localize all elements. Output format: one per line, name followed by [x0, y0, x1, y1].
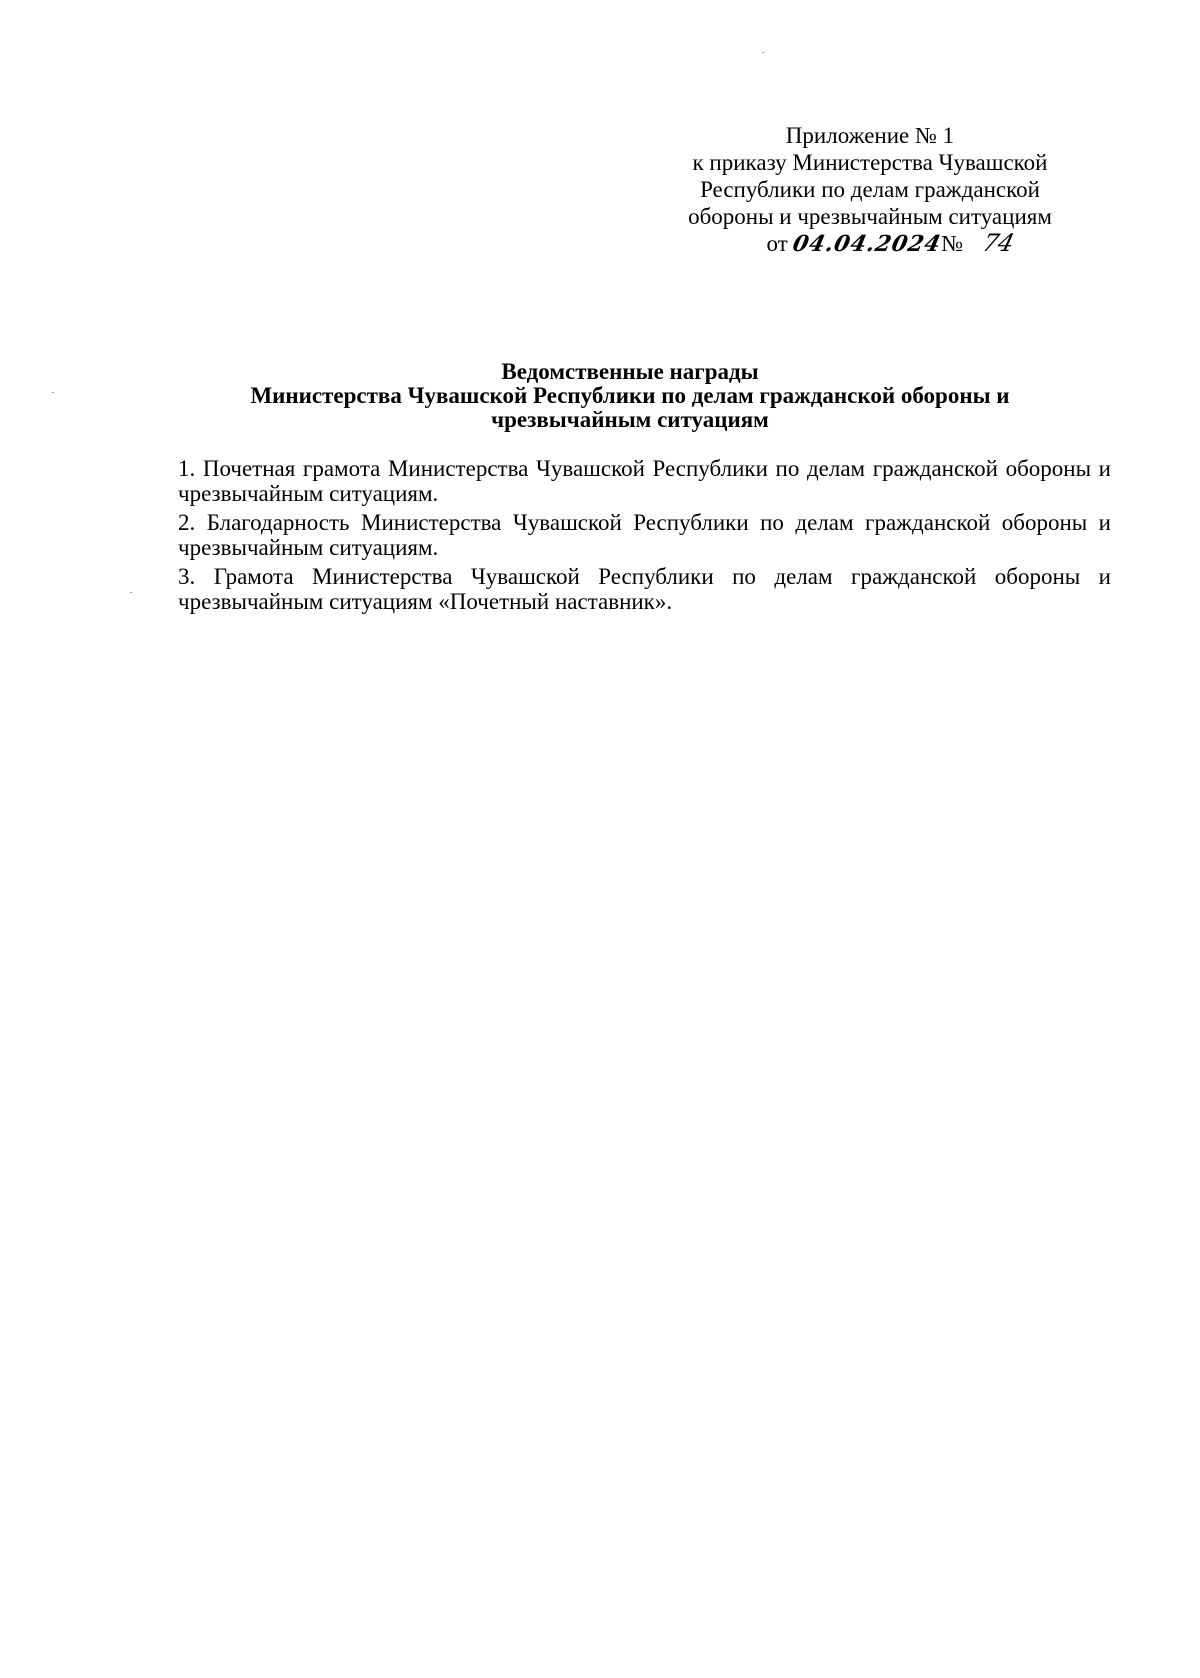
- scan-speck: [130, 592, 132, 593]
- date-prefix: от: [766, 231, 788, 256]
- appendix-header: [650, 122, 1090, 258]
- title-line: чрезвычайным ситуациям: [491, 407, 769, 432]
- list-item: 2. Благодарность Министерства Чувашской Республики по делам гражданской обороны и чрезвычайным ситуациям.: [178, 510, 1111, 560]
- title-line: Министерства Чувашской Республики по делам гражданской обороны и: [250, 383, 1010, 408]
- number-sign: №: [941, 231, 964, 256]
- document-title: [150, 360, 1110, 432]
- list-item: 1. Почетная грамота Министерства Чувашской Республики по делам гражданской обороны и чрезвычайным ситуациям.: [178, 456, 1111, 506]
- appendix-line: обороны и чрезвычайным ситуациям: [688, 204, 1052, 229]
- appendix-line: Приложение № 1: [785, 123, 955, 148]
- handwritten-order-number: 74: [979, 229, 1018, 257]
- awards-list: [178, 456, 1111, 618]
- list-item: 3. Грамота Министерства Чувашской Республики по делам гражданской обороны и чрезвычайным ситуациям «Почетный наставник».: [178, 564, 1111, 614]
- handwritten-date: 04.04.2024: [790, 231, 945, 257]
- title-line: Ведомственные награды: [501, 359, 759, 384]
- scan-speck: [762, 52, 764, 53]
- appendix-line: Республики по делам гражданской: [700, 177, 1040, 202]
- order-date-number-line: [650, 230, 1090, 258]
- appendix-line: к приказу Министерства Чувашской: [692, 150, 1048, 175]
- scan-speck: [52, 392, 54, 393]
